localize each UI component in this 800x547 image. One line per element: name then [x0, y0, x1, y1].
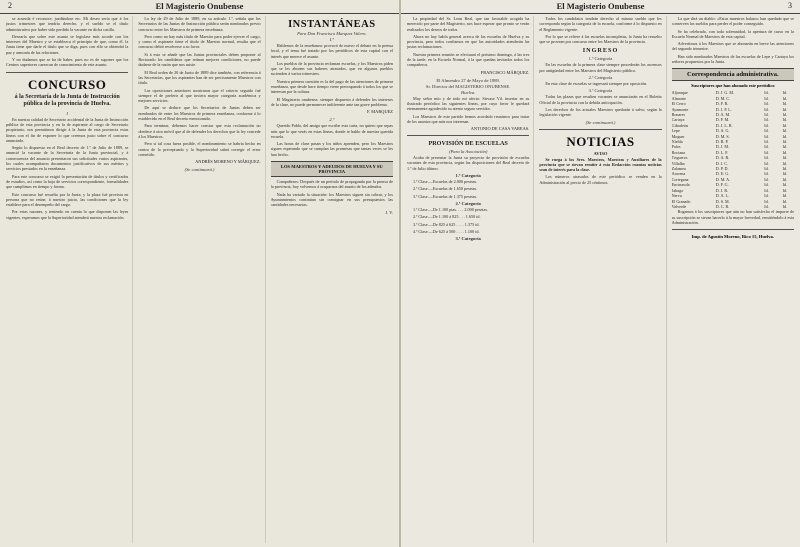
table-cell: Id.	[782, 117, 787, 123]
paragraph: El Magisterio onubense, siempre dispuesto á defender los intereses de la clase, no puede permanecer indiferente ante tan grave problema.	[270, 96, 393, 107]
paragraph: Este concurso fué resuelto por la Junta, y la plaza fué provista en persona que no reúne, á nuestro juicio, las condiciones que la ley establece para el desempeño del cargo.	[6, 191, 129, 208]
list-item: 4.ª Clase.—De 625 á 500 . . . . 1.100 id.	[413, 228, 480, 234]
addressee: Sr. Director del MAGISTERIO ONUBENSE.	[425, 83, 511, 89]
table-cell: D. J. C.	[715, 160, 729, 166]
paragraph: Ahora no hay habla general acerca de las escuelas de Huelva y su provincia, pero todos confiamos en que las autoridades atenderán las justas reclamaciones.	[407, 33, 530, 50]
left-col-1	[6, 16, 133, 543]
table-cell: Lepe	[671, 128, 680, 134]
table-cell: Niebla	[671, 139, 683, 145]
table-cell: Zalamea	[671, 166, 686, 172]
continued-note: (Se continuará.)	[585, 119, 616, 125]
paragraph: En las escuelas de la primera clase siempre procederán los ascensos por antigüedad entre los Maestros del Magisterio público.	[539, 62, 662, 73]
table-cell: Bonares	[671, 112, 686, 117]
paragraph: Los Maestros de este partido hemos acordado reunirnos para tratar de los asuntos que más nos interesan.	[407, 113, 530, 124]
table-cell: Nerva	[671, 193, 682, 199]
table-cell: Id.	[764, 149, 769, 155]
section-number: I.º	[329, 37, 334, 42]
table-cell: Id.	[782, 133, 787, 139]
right-running-title: El Magisterio Onubense	[556, 1, 645, 11]
paragraph: Si á esto se añade que las Juntas provinciales deben proponer al Rectorado los candidatos que reúnan mejores condiciones, no puede dudarse de la razón que nos asiste.	[138, 51, 261, 68]
paragraph: Desearía que sobre este asunto se legislase más acorde con los intereses del Maestro y se establezca el principio de que, como él, la Junta tiene que darle el título que se diga, pues con ello se obtendrá la paz y armonía de las relaciones.	[6, 33, 129, 55]
category-heading: 2.ª Categoría	[588, 75, 613, 81]
table-cell: Id.	[764, 112, 769, 117]
table-cell: Id.	[764, 166, 769, 172]
table-cell: Jabugo	[671, 187, 684, 193]
table-cell: Id.	[764, 117, 769, 123]
table-cell: D. J. M.	[715, 144, 729, 150]
table-cell: Id.	[764, 155, 769, 161]
table-cell: Id.	[764, 171, 769, 177]
table-cell: D. E. G.	[715, 171, 730, 177]
paragraph: La que dirá un diablo: «Estos maestros balazo» han quedado que se conserven los sueldos para perder el poder conseguido.	[671, 16, 794, 27]
paragraph: Se ruega á los Sres. Maestros, Maestras y Auxiliares de la provincia que se sirvan remitir á esta Redacción cuantas noticias sean de interés para la clase.	[539, 156, 662, 173]
section-banner: LOS MAESTROS Y ADEUDOS DE HUELVA Y SU PROVINCIA	[271, 161, 393, 177]
paragraph: Los derechos de los actuales Maestros quedarán á salvo, según la legislación vigente.	[539, 106, 662, 118]
divider	[407, 135, 529, 136]
paragraph: En esta clase de escuelas se ingresará siempre por oposición.	[545, 81, 648, 87]
table-cell: Id.	[764, 193, 769, 199]
right-page	[401, 0, 800, 547]
paragraph: Todas las plazas que resulten vacantes se anunciarán en el Boletín Oficial de la provincia con la debida anticipación.	[539, 94, 662, 105]
category-heading: 3.ª Categoría	[588, 88, 613, 94]
date-line: El Almendro 27 de Mayo de 1889.	[436, 77, 500, 83]
list-item: 2.ª Clase.—Escuelas de 1.650 pesetas.	[413, 186, 478, 192]
table-cell: Aljaraque	[671, 90, 688, 96]
paragraph: Nada ha variado la situación: los Maestros siguen sin cobrar, y los Ayuntamientos continúan sin consignar en sus presupuestos las cantidades necesarias.	[270, 191, 393, 208]
table-cell: Id.	[764, 101, 769, 107]
table-cell: Id.	[782, 176, 787, 182]
left-col-3	[271, 16, 393, 543]
table-cell: Villalba	[671, 160, 685, 166]
paragraph: Muy señor mío y de todo mi afecto: Sírvase Vd. insertar en su ilustrado periódico las siguientes líneas, por cuyo favor le quedará eternamente agradecido su atento seguro servidor.	[407, 95, 530, 112]
table-cell: Id.	[782, 149, 787, 155]
left-col-2	[138, 16, 265, 543]
table-cell: D. L. F.	[715, 149, 729, 155]
signature: ANDRÉS MORENO Y MÁRQUEZ.	[195, 159, 261, 165]
table-cell: Rociana	[671, 149, 686, 155]
table-cell: Almonte	[671, 95, 686, 101]
table-cell: Id.	[782, 101, 787, 107]
paragraph: En nuestra calidad de Secretario accidental de la Junta de Instrucción pública de esta provincia y en la de aspirante al cargo de Secretario propietario, nos permitimos dirigir á la Junta de esta provincia estas líneas con el fin de exponer lo que creemos justo sobre el concurso anunciado.	[6, 116, 129, 143]
divider	[539, 129, 661, 130]
table-cell: D. A. L.	[715, 193, 729, 199]
table-cell: El Cerro	[671, 101, 686, 107]
table-cell: Id.	[764, 198, 769, 204]
section-number: 2.º	[329, 117, 335, 123]
category-heading: 1.ª Categoría	[455, 173, 481, 179]
list-item: 2.ª Clase.—De 1.100 á 825 . . . 1.650 id.	[413, 214, 481, 220]
right-col-2	[539, 16, 666, 543]
table-cell: D. R. P.	[715, 139, 729, 145]
table-cell: D. S. M.	[715, 198, 730, 204]
table-cell: Valverde	[671, 203, 687, 209]
table-cell: D. M. C.	[715, 95, 731, 101]
paragraph: Rogamos á los suscriptores que aún no han satisfecho el importe de su suscripción se sirvan hacerlo á la mayor brevedad, remitiéndolo á esta Administración.	[671, 209, 794, 225]
table-cell: Id.	[782, 90, 787, 96]
table-cell: Id.	[764, 128, 769, 134]
table-cell: D. J. R.	[715, 187, 729, 193]
table-cell: D. J. G. M.	[715, 90, 734, 96]
right-page-number: 3	[788, 1, 792, 10]
table-cell: Cortegana	[671, 176, 689, 182]
paragraph: Por estas razones, y teniendo en cuenta lo que disponen las leyes vigentes, esperamos que la Superioridad atenderá nuestra reclamación.	[6, 209, 129, 220]
paragraph: Querido Pablo, del amigo que escribe esta carta, no quiero que sepas más que lo que verás en estas líneas, donde te hablo de nuestra querida escuela.	[270, 123, 393, 139]
table-cell: Id.	[782, 139, 787, 145]
left-header	[0, 0, 399, 14]
signature: FRANCISCO MÁRQUEZ.	[480, 69, 530, 75]
paragraph: Todos los candidatos tendrán derecho al mismo sueldo que les corresponda según la categoría de la escuela, conforme á lo dispuesto en el Reglamento vigente.	[539, 16, 662, 32]
table-cell: D. F. M.	[715, 117, 730, 123]
ingreso-heading: INGRESO	[582, 47, 619, 55]
category-heading: 2.ª Categoría	[455, 200, 481, 206]
paragraph: La ley de 29 de Julio de 1889, en su artículo 1.º, señala que los Secretarios de las Juntas de Instrucción pública serán nombrados previo concurso entre los Maestros de primera enseñanza.	[138, 16, 261, 32]
table-cell: Id.	[764, 187, 769, 193]
list-item: 3.ª Clase.—Escuelas de 1.375 pesetas.	[413, 193, 478, 199]
table-cell: Id.	[782, 193, 787, 199]
correspondence-banner: Correspondencia administrativa.	[672, 68, 794, 81]
table-cell: Id.	[764, 144, 769, 150]
table-cell: D. M. A.	[715, 176, 731, 182]
signature: ANTONIO DE CASA VAREAS.	[470, 126, 530, 132]
table-cell: Encinasola	[671, 182, 690, 188]
right-col-1	[407, 16, 534, 543]
list-item: 1.ª Clase.—Escuelas de 2.000 pesetas.	[413, 179, 478, 185]
paragraph: Por lo que se refiere á las escuelas incompletas, la Junta ha resuelto que se provean por concurso entre los Maestros de la provincia.	[539, 33, 662, 45]
aviso-heading: AVISO	[593, 150, 608, 156]
noticias-heading: NOTICIAS	[566, 133, 635, 149]
table-cell: Id.	[782, 187, 787, 193]
table-cell: Trigueros	[671, 155, 688, 161]
table-cell: Id.	[782, 182, 787, 188]
table-cell: Id.	[764, 203, 769, 209]
paragraph: Los pueblos de la provincia reclaman escuelas, y los Maestros piden que se les abonen sus haberes atrasados, que en algunos pueblos ascienden á varios trimestres.	[270, 60, 393, 77]
concurso-subheading: á la Secretaría de la Junta de Instrucción pública de la provincia de Huelva.	[14, 93, 120, 107]
section-number: I	[66, 110, 68, 116]
subscribers-table	[672, 90, 794, 209]
table-cell: D. J. L. R.	[715, 122, 733, 128]
provision-subheading: (Para la Asociación)	[448, 149, 488, 155]
paragraph: La propiedad del Sr. Leon Real, que tan favorable acogida ha merecido por parte del Magisterio, nos hace esperar que pronto se verán realizados los deseos de todos.	[407, 16, 530, 32]
table-cell: Id.	[782, 106, 787, 112]
table-cell: Ayamonte	[671, 106, 689, 112]
table-cell: Id.	[782, 198, 787, 204]
continued-note: (Se continuará.)	[184, 167, 215, 173]
table-cell: Id.	[764, 95, 769, 101]
paragraph: Las horas de clase pasan y los niños aprenden, pero los Maestros siguen esperando que se cumplan las promesas que tantas veces se les han hecho.	[270, 141, 393, 157]
paragraph: Nuestra primera reunión se efectuará el próximo domingo, á las tres de la tarde, en la Escuela Normal, á la que quedan invitados todos los compañeros.	[407, 51, 530, 68]
subscribers-heading: Suscriptores que han abonado este periódico	[691, 83, 775, 89]
table-cell: Id.	[782, 112, 787, 117]
paragraph: Las oposiciones anteriores mostraron que el criterio seguido fué siempre el de preferir al que tuviera mayor categoría académica y mejores servicios.	[138, 87, 261, 104]
table-cell: Id.	[764, 176, 769, 182]
table-cell: Id.	[782, 203, 787, 209]
category-heading: 3.ª Categoría	[455, 236, 481, 242]
table-cell: Id.	[782, 171, 787, 177]
table-cell: D. F. G.	[715, 182, 729, 188]
table-cell: Id.	[764, 133, 769, 139]
table-cell: Aracena	[671, 171, 686, 177]
list-item: 1.ª Clase.—De 1.100 ptas. . . . 2.000 pesetas.	[413, 206, 489, 212]
table-cell: D. A. M.	[715, 112, 731, 117]
paragraph: Pero si tal cosa fuera posible, el nombramiento se habría hecho en contra de lo preceptuado y la Superioridad sabrá corregir el error cometido.	[138, 141, 261, 157]
paragraph: El Real orden de 20 de Junio de 1889 dice también, con referencia á las Secretarías, que los aspirantes han de ser precisamente Maestros con título.	[138, 69, 261, 86]
table-cell: Id.	[764, 160, 769, 166]
table-cell: Moguer	[671, 133, 685, 139]
table-cell: D. J. P. L.	[715, 106, 732, 112]
paragraph: De aquí se deduce que los Secretarios de Juntas deben ser nombrados de entre los Maestros de primera enseñanza, conforme á lo establecido en el Real decreto mencionado.	[138, 105, 261, 122]
instantaneas-heading: INSTANTÁNEAS	[288, 19, 376, 30]
paragraph: Acaba de presentar la Junta su proyecto de provisión de escuelas vacantes de esta provincia, según las disposiciones del Real decreto de 1.º de Julio último.	[407, 155, 530, 171]
table-cell: Id.	[764, 139, 769, 145]
table-cell: Id.	[764, 106, 769, 112]
left-running-title: El Magisterio Onubense	[155, 1, 244, 11]
table-cell: D. M. S.	[715, 133, 730, 139]
table-cell: Cartaya	[671, 117, 685, 123]
provision-heading: PROVISIÓN DE ESCUELAS	[428, 140, 508, 148]
paragraph: Pero como no hay más título de Maestro para poder ejercer el cargo, y como el aspirante tiene el título de Maestro normal, resulta que el concurso debió resolverse a su favor.	[138, 33, 261, 50]
signature: F. MARQUEZ	[366, 109, 393, 115]
right-header	[401, 0, 800, 14]
divider	[672, 229, 794, 230]
right-col-3	[672, 16, 794, 543]
table-cell: D. F. R.	[715, 101, 729, 107]
paragraph: Nuestra primera cuestión es la del pago de las atenciones de primera enseñanza, que desde hace tiempo viene preocupando á todos los que se interesan por la cultura.	[270, 78, 393, 95]
table-cell: Id.	[782, 122, 787, 128]
table-cell: Id.	[764, 90, 769, 96]
table-cell: El Granado	[671, 198, 691, 204]
paragraph: Y no dudamos que se ha de haber, pues no es de suponer que los Centros superiores carezcan de conocimiento de este asunto.	[6, 57, 129, 68]
table-cell: Id.	[782, 166, 787, 172]
list-item: 3.ª Clase.—De 825 á 625 . . . . 1.375 id.	[413, 221, 480, 227]
concurso-heading: CONCURSO	[27, 76, 107, 92]
table-cell: D. P. D.	[715, 166, 729, 172]
table-cell: Id.	[782, 160, 787, 166]
printer-imprint: Imp. de Agustín Moreno, Rico 15, Huelva.	[691, 234, 774, 240]
signature: J. V.	[385, 209, 393, 215]
paragraph: Para terminar, debemos hacer constar que esta reclamación no obedece á otro móvil que al de defender los derechos que la ley concede á los Maestros.	[138, 123, 261, 139]
paragraph: Según lo dispuesto en el Real decreto de 1.º de Julio de 1889, se anunció la vacante de la Secretaría de la Junta provincial, y á consecuencia del anuncio presentaron sus solicitudes varios aspirantes, los cuales acompañaron documentos justificativos de sus méritos y servicios prestados en la enseñanza.	[6, 145, 129, 172]
table-cell: Palos	[671, 144, 681, 150]
paragraph: Compañeros: Después de un período de propaganda por la prensa de la provincia, hoy volvemos á ocuparnos del asunto de los adeudos.	[270, 179, 393, 190]
city: Huelva.	[460, 89, 476, 95]
paragraph: Han sido nombrados Maestros de las escuelas de Lepe y Cartaya los señores propuestos por la Junta.	[671, 53, 794, 65]
table-cell: Id.	[782, 95, 787, 101]
paragraph: se acuerda é reconoce, juzdándose etc. Mi deseo sería que á los justos trimestres que tendría derecho, y el sueldo se el título administrativo por haber sido perdido la vacante en dicha casilla.	[6, 16, 129, 32]
paragraph: Advertimos á los Maestros que se abonarán en breve las atenciones del segundo trimestre.	[671, 41, 794, 52]
category-heading: 1.ª Categoría	[588, 56, 613, 62]
table-cell: Id.	[782, 155, 787, 161]
table-cell: Id.	[782, 128, 787, 134]
table-cell: D. C. R.	[715, 203, 730, 209]
table-cell: Gibraleón	[671, 122, 689, 128]
byline: Para Don Francisco Marquez Valero.	[297, 31, 367, 36]
paragraph: Los números atrasados de este periódico se venden en la Administración al precio de 25 céntimos.	[539, 174, 662, 185]
table-cell: D. A. R.	[715, 155, 730, 161]
table-cell: Id.	[764, 122, 769, 128]
table-cell: Id.	[764, 182, 769, 188]
paragraph: Se ha celebrado, con toda solemnidad, la apertura de curso en la Escuela Normal de Maestros de esta capital.	[671, 28, 794, 39]
table-cell: Id.	[782, 144, 787, 150]
paragraph: Para este concurso se exigió la presentación de títulos y certificados de estudios, así como la hoja de servicios correspondiente, formalidades que cumplimos en tiempo y forma.	[6, 173, 129, 190]
divider	[6, 72, 128, 73]
paragraph: Hablemos de la enseñanza: provocó de nuevo el debate en la prensa local, y el tema fué tratado por los periódicos de esta capital con el interés que merece el asunto.	[270, 43, 393, 59]
left-page-number: 2	[8, 1, 12, 10]
table-cell: D. A. G.	[715, 128, 730, 134]
